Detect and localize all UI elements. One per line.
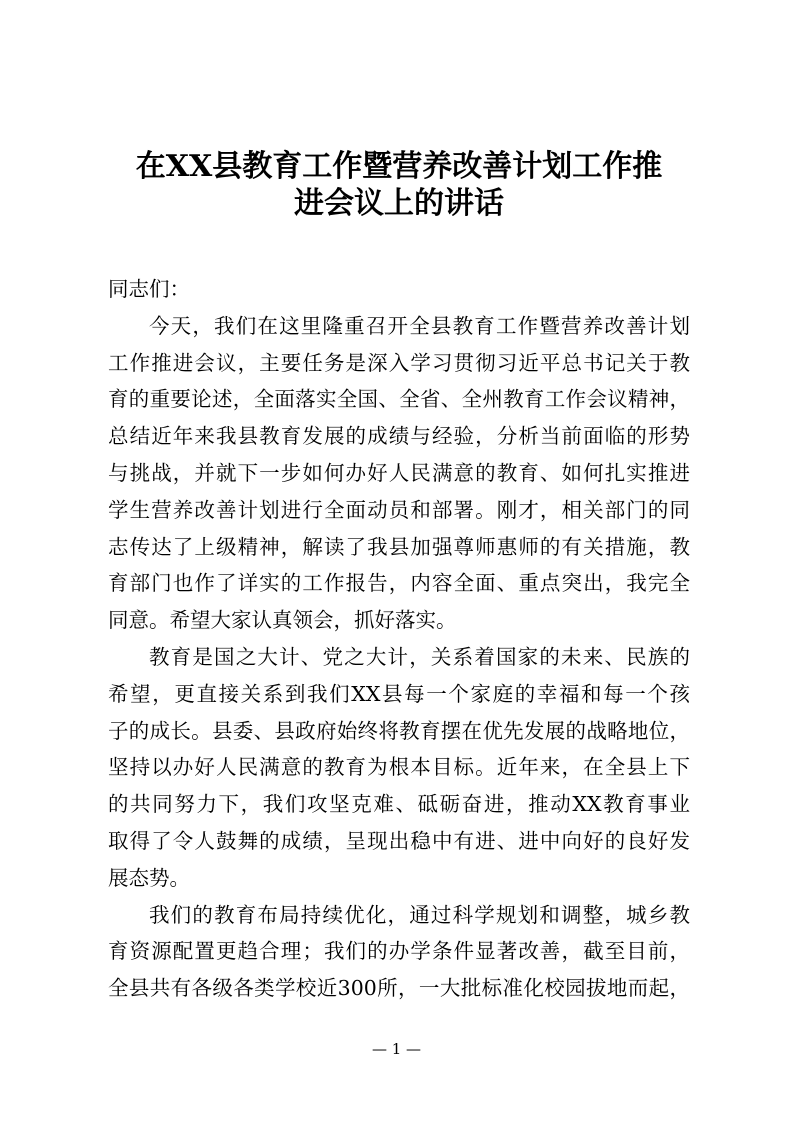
- paragraph-line: 今天，我们在这里隆重召开全县教育工作暨营养改善计划: [149, 313, 690, 338]
- paragraph-line: 教育是国之大计、党之大计，关系着国家的未来、民族的: [149, 644, 690, 669]
- paragraph-line: 坚持以办好人民满意的教育为根本目标。近年来，在全县上下: [108, 755, 690, 780]
- paragraph-line: 志传达了上级精神，解读了我县加强尊师惠师的有关措施，教: [108, 534, 690, 559]
- paragraph-line: 取得了令人鼓舞的成绩，呈现出稳中有进、进中向好的良好发: [108, 828, 690, 853]
- paragraph-line: 育部门也作了详实的工作报告，内容全面、重点突出，我完全: [108, 571, 690, 596]
- paragraph-line: 展态势。: [108, 865, 190, 890]
- paragraph-line: 希望，更直接关系到我们XX县每一个家庭的幸福和每一个孩: [108, 681, 690, 706]
- paragraph-line: 育资源配置更趋合理；我们的办学条件显著改善，截至目前，: [108, 939, 690, 964]
- paragraph-line: 与挑战，并就下一步如何办好人民满意的教育、如何扎实推进: [108, 460, 690, 485]
- paragraph-line: 我们的教育布局持续优化，通过科学规划和调整，城乡教: [149, 902, 690, 927]
- paragraph: [108, 308, 690, 639]
- paragraph: [108, 897, 690, 1007]
- paragraph: [108, 639, 690, 897]
- paragraph-line: 全县共有各级各类学校近300所，一大批标准化校园拔地而起，: [108, 976, 690, 1001]
- paragraph-line: 子的成长。县委、县政府始终将教育摆在优先发展的战略地位，: [108, 718, 690, 743]
- paragraph-line: 总结近年来我县教育发展的成绩与经验，分析当前面临的形势: [108, 424, 690, 449]
- salutation: 同志们：: [108, 277, 190, 301]
- paragraph-line: 同意。希望大家认真领会，抓好落实。: [108, 608, 457, 633]
- paragraph-line: 工作推进会议，主要任务是深入学习贯彻习近平总书记关于教: [108, 350, 690, 375]
- paragraphs: [108, 308, 690, 1007]
- paragraph-line: 学生营养改善计划进行全面动员和部署。刚才，相关部门的同: [108, 497, 690, 522]
- title-line: 在XX县教育工作暨营养改善计划工作推: [135, 149, 663, 184]
- page-number: — 1 —: [371, 1040, 422, 1058]
- document-body: [108, 271, 690, 1007]
- title-line: 进会议上的讲话: [294, 186, 504, 221]
- document-title: [100, 148, 698, 222]
- paragraph-line: 育的重要论述，全面落实全国、全省、全州教育工作会议精神，: [108, 387, 690, 412]
- paragraph-line: 的共同努力下，我们攻坚克难、砥砺奋进，推动XX教育事业: [108, 792, 690, 817]
